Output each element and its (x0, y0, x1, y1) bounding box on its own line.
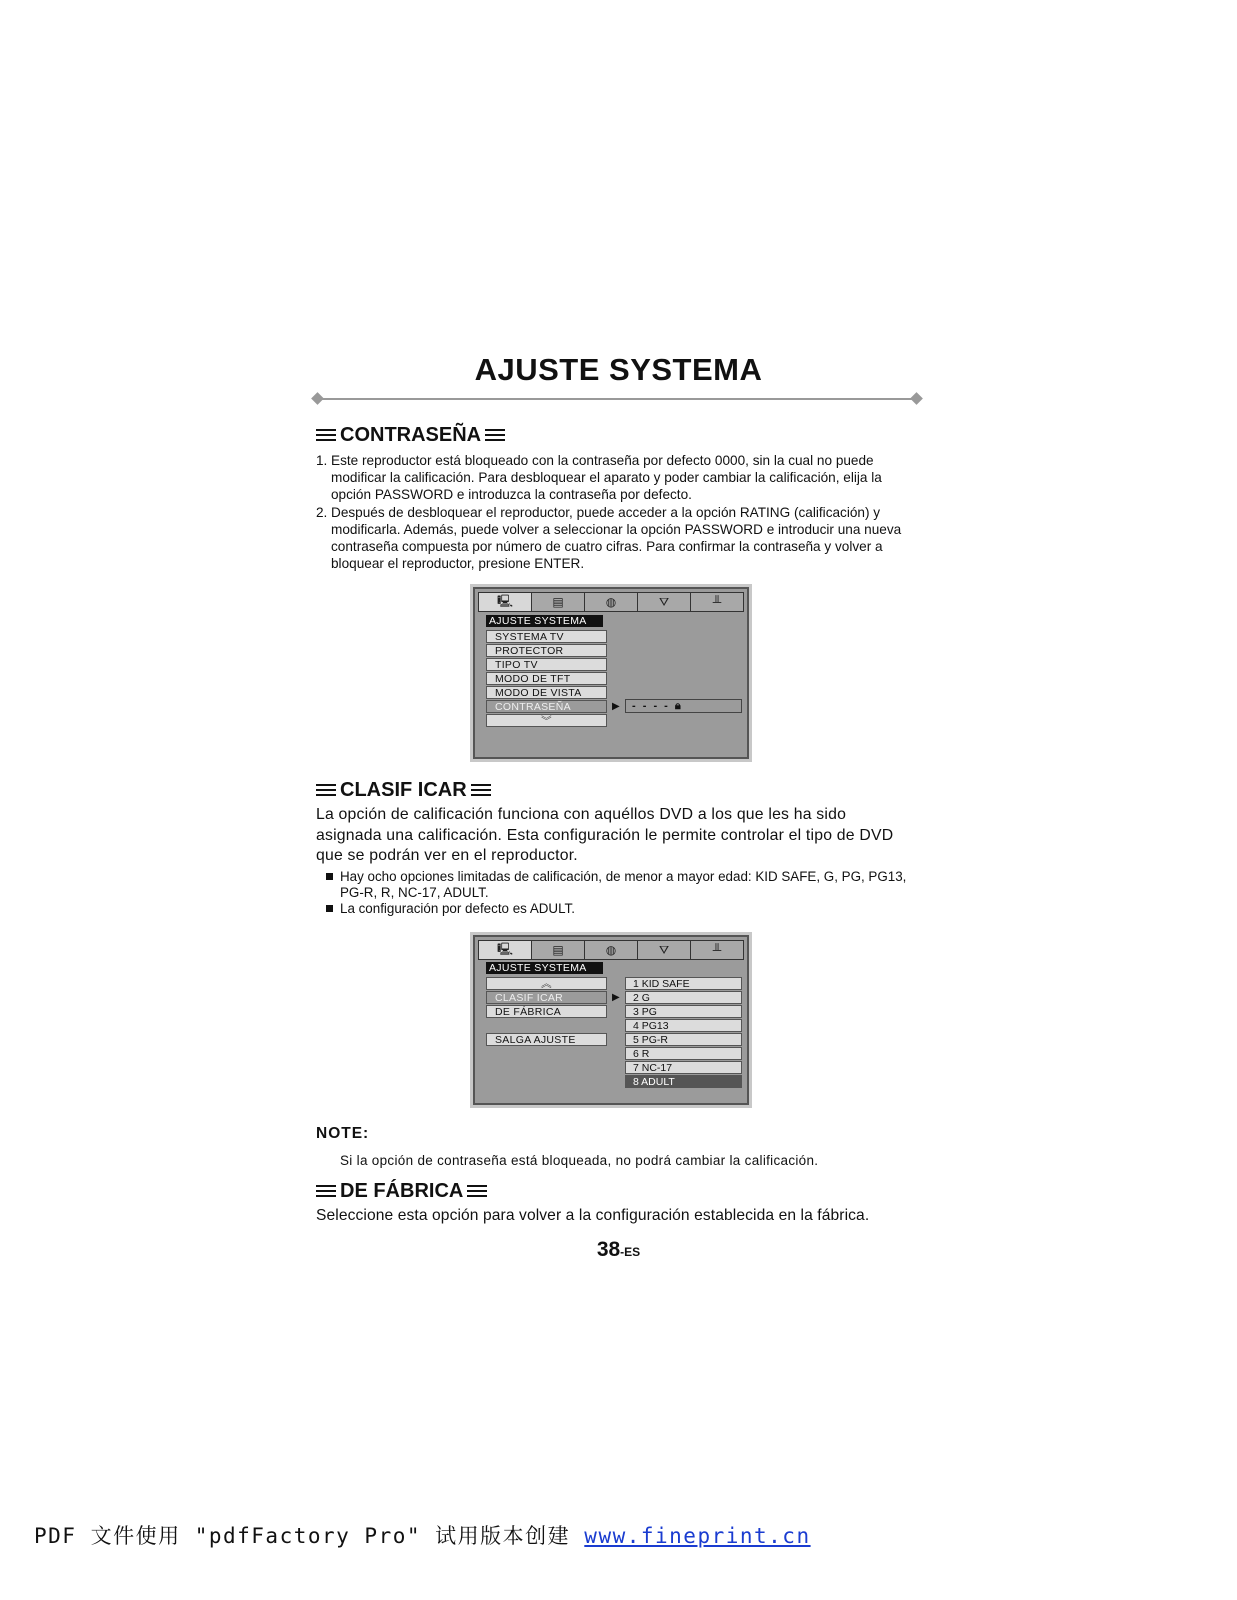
section-heading-text: CLASIF ICAR (340, 779, 467, 801)
list-item (316, 504, 916, 573)
settings-icon[interactable]: ▤ (532, 593, 585, 611)
osd-tab-bar (478, 592, 744, 612)
menu-item-de-fabrica[interactable]: DE FÁBRICA (486, 1005, 607, 1018)
osd-menu-rating (470, 932, 752, 1108)
scroll-down-icon[interactable]: ︾ (486, 714, 607, 727)
page-language-suffix: -ES (620, 1245, 641, 1259)
divider-diamond-right (910, 392, 923, 405)
title-divider (316, 398, 918, 400)
monitor-icon[interactable]: 🖳 (479, 593, 532, 611)
de-fabrica-text: Seleccione esta opción para volver a la configuración establecida en la fábrica. (316, 1207, 870, 1224)
speaker-icon[interactable]: ⛛ (638, 593, 691, 611)
menu-item-modo-tft[interactable]: MODO DE TFT (486, 672, 607, 685)
menu-item-systema-tv[interactable]: SYSTEMA TV (486, 630, 607, 643)
heading-bars-icon (316, 1185, 336, 1198)
lock-icon: 🔒︎ (674, 700, 681, 712)
rating-option[interactable]: 4 PG13 (625, 1019, 742, 1032)
tools-icon[interactable]: ╨ (712, 595, 722, 609)
rating-option[interactable]: 5 PG-R (625, 1033, 742, 1046)
menu-item-tipo-tv[interactable]: TIPO TV (486, 658, 607, 671)
divider-diamond-left (311, 392, 324, 405)
heading-bars-icon (316, 784, 336, 797)
page-number (0, 1238, 1237, 1262)
password-value: - - - - (632, 700, 670, 712)
page-number-value: 38 (596, 1238, 621, 1261)
password-field[interactable] (625, 699, 742, 713)
disc-icon[interactable]: ◍ (585, 941, 638, 959)
list-number: 1. (316, 453, 328, 468)
speaker-icon[interactable]: ⛛ (638, 941, 691, 959)
submenu-arrow-icon: ▶ (612, 701, 620, 712)
heading-bars-icon (467, 1185, 487, 1198)
rating-option[interactable]: 7 NC-17 (625, 1061, 742, 1074)
bullet-item: La configuración por defecto es ADULT. (324, 901, 909, 917)
rating-option[interactable]: 2 G (625, 991, 742, 1004)
menu-item-clasificar[interactable]: CLASIF ICAR (486, 991, 607, 1004)
page-title: AJUSTE SYSTEMA (474, 352, 763, 387)
osd-tab-bar (478, 940, 744, 960)
footer-text: PDF 文件使用 "pdfFactory Pro" 试用版本创建 (34, 1524, 585, 1548)
section-heading-clasificar (316, 779, 491, 802)
rating-option[interactable]: 3 PG (625, 1005, 742, 1018)
menu-item-contrasena[interactable]: CONTRASEÑA (486, 700, 607, 713)
list-text: Este reproductor está bloqueado con la contraseña por defecto 0000, sin la cual no puede modificar la calificación. Para desbloquear el aparato y poder cambiar la calificación, elija la opción PASSWORD e introduzca la contraseña por defecto. (331, 453, 882, 503)
list-item (316, 452, 916, 504)
section-heading-text: CONTRASEÑA (340, 424, 482, 446)
scroll-up-icon[interactable]: ︽ (486, 977, 607, 990)
osd-header: AJUSTE SYSTEMA (486, 615, 603, 627)
rating-option-current[interactable]: 8 ADULT (625, 1075, 742, 1088)
osd-menu-password (470, 584, 752, 762)
settings-icon[interactable]: ▤ (532, 941, 585, 959)
note-text: Si la opción de contraseña está bloqueada, no podrá cambiar la calificación. (340, 1153, 819, 1168)
pdf-footer (34, 1520, 811, 1550)
heading-bars-icon (485, 429, 505, 442)
section-heading-contrasena (316, 424, 505, 447)
list-number: 2. (316, 504, 328, 520)
heading-bars-icon (316, 429, 336, 442)
rating-option[interactable]: 6 R (625, 1047, 742, 1060)
osd-header: AJUSTE SYSTEMA (486, 962, 603, 974)
disc-icon[interactable]: ◍ (585, 593, 638, 611)
menu-item-protector[interactable]: PROTECTOR (486, 644, 607, 657)
heading-bars-icon (471, 784, 491, 797)
section-heading-text: DE FÁBRICA (340, 1180, 464, 1202)
rating-option[interactable]: 1 KID SAFE (625, 977, 742, 990)
footer-link[interactable]: www.fineprint.cn (584, 1524, 811, 1548)
bullet-item: Hay ocho opciones limitadas de calificación, de menor a mayor edad: KID SAFE, G, PG, PG13, PG-R, R, NC-17, ADULT. (324, 869, 909, 901)
note-heading: NOTE: (316, 1125, 370, 1142)
tools-icon[interactable]: ╨ (712, 943, 722, 957)
clasificar-paragraph: La opción de calificación funciona con aquéllos DVD a los que les ha sido asignada una calificación. Esta configuración le permite controlar el tipo de DVD que se podrán ver en el reproductor. (316, 806, 894, 864)
menu-item-modo-vista[interactable]: MODO DE VISTA (486, 686, 607, 699)
submenu-arrow-icon: ▶ (612, 992, 620, 1003)
contrasena-list (316, 452, 916, 572)
clasificar-bullets (324, 869, 909, 917)
monitor-icon[interactable]: 🖳 (479, 941, 532, 959)
menu-item-salga-ajuste[interactable]: SALGA AJUSTE (486, 1033, 607, 1046)
section-heading-de-fabrica (316, 1180, 487, 1203)
list-text: Después de desbloquear el reproductor, puede acceder a la opción RATING (calificación) y modificarla. Además, puede volver a seleccionar la opción PASSWORD e introducir una nueva contraseña compuesta por número de cuatro cifras. Para confirmar la contraseña y volver a bloquear el reproductor, presione ENTER. (331, 504, 902, 572)
